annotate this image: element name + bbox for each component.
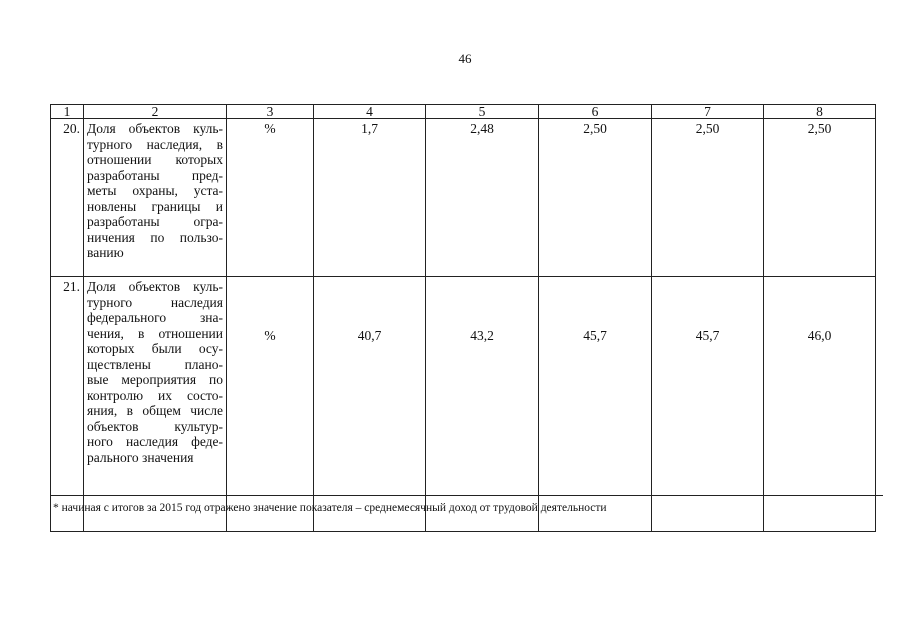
indicator-name-line: объектов культур-	[87, 418, 223, 434]
indicator-name-line: яния, в общем числе	[87, 403, 223, 418]
header-cell: 7	[652, 105, 764, 119]
indicator-name-line: рального значения	[87, 449, 194, 465]
indicator-table	[50, 104, 876, 532]
value-cell: 2,50	[652, 119, 764, 277]
indicator-name-line: ничения по пользо-	[87, 229, 223, 245]
value-cell: 40,7	[314, 277, 426, 532]
indicator-name-line: Доля объектов куль-	[87, 279, 223, 294]
indicator-name-line: которых были осу-	[87, 341, 223, 356]
indicator-name-line: отношении которых	[87, 152, 223, 167]
indicator-name-line: контролю их состо-	[87, 387, 223, 403]
indicator-name-line: Доля объектов куль-	[87, 121, 223, 136]
indicator-name-line: федерального зна-	[87, 310, 223, 325]
footnote: * начиная с итогов за 2015 год отражено значение показателя – среднемесячный доход от трудовой деятельности	[53, 502, 607, 514]
indicator-name-line: турного наследия	[87, 294, 223, 310]
value-cell: 2,50	[764, 119, 876, 277]
indicator-name	[84, 119, 227, 277]
table-header-row	[51, 105, 876, 119]
value-cell: 1,7	[314, 119, 426, 277]
value-cell: 43,2	[426, 277, 539, 532]
indicator-name-line: ществлены плано-	[87, 356, 223, 372]
table-row	[51, 277, 876, 532]
value-cell: 46,0	[764, 277, 876, 532]
footnote-divider	[50, 495, 883, 496]
value-cell: 2,48	[426, 119, 539, 277]
indicator-name-line: чения, в отношении	[87, 325, 223, 341]
header-cell: 3	[227, 105, 314, 119]
header-cell: 2	[84, 105, 227, 119]
value-cell: 2,50	[539, 119, 652, 277]
row-number: 21.	[51, 277, 84, 532]
header-cell: 4	[314, 105, 426, 119]
indicator-name-line: разработаны огра-	[87, 214, 223, 229]
header-cell: 6	[539, 105, 652, 119]
row-number: 20.	[51, 119, 84, 277]
indicator-name-line: вые мероприятия по	[87, 372, 223, 387]
indicator-name-line: ванию	[87, 245, 124, 260]
header-cell: 5	[426, 105, 539, 119]
value-cell: 45,7	[539, 277, 652, 532]
value-cell: 45,7	[652, 277, 764, 532]
indicator-name-line: ного наследия феде-	[87, 434, 223, 449]
header-cell: 1	[51, 105, 84, 119]
page-number: 46	[458, 51, 472, 66]
indicator-name-line: новлены границы и	[87, 198, 223, 214]
indicator-name-line: меты охраны, уста-	[87, 183, 223, 198]
indicator-name-line: разработаны пред-	[87, 167, 223, 183]
indicator-name-line: турного наследия, в	[87, 136, 223, 152]
unit-cell: %	[227, 277, 314, 532]
unit-cell: %	[227, 119, 314, 277]
header-cell: 8	[764, 105, 876, 119]
indicator-name	[84, 277, 227, 532]
table-row	[51, 119, 876, 277]
